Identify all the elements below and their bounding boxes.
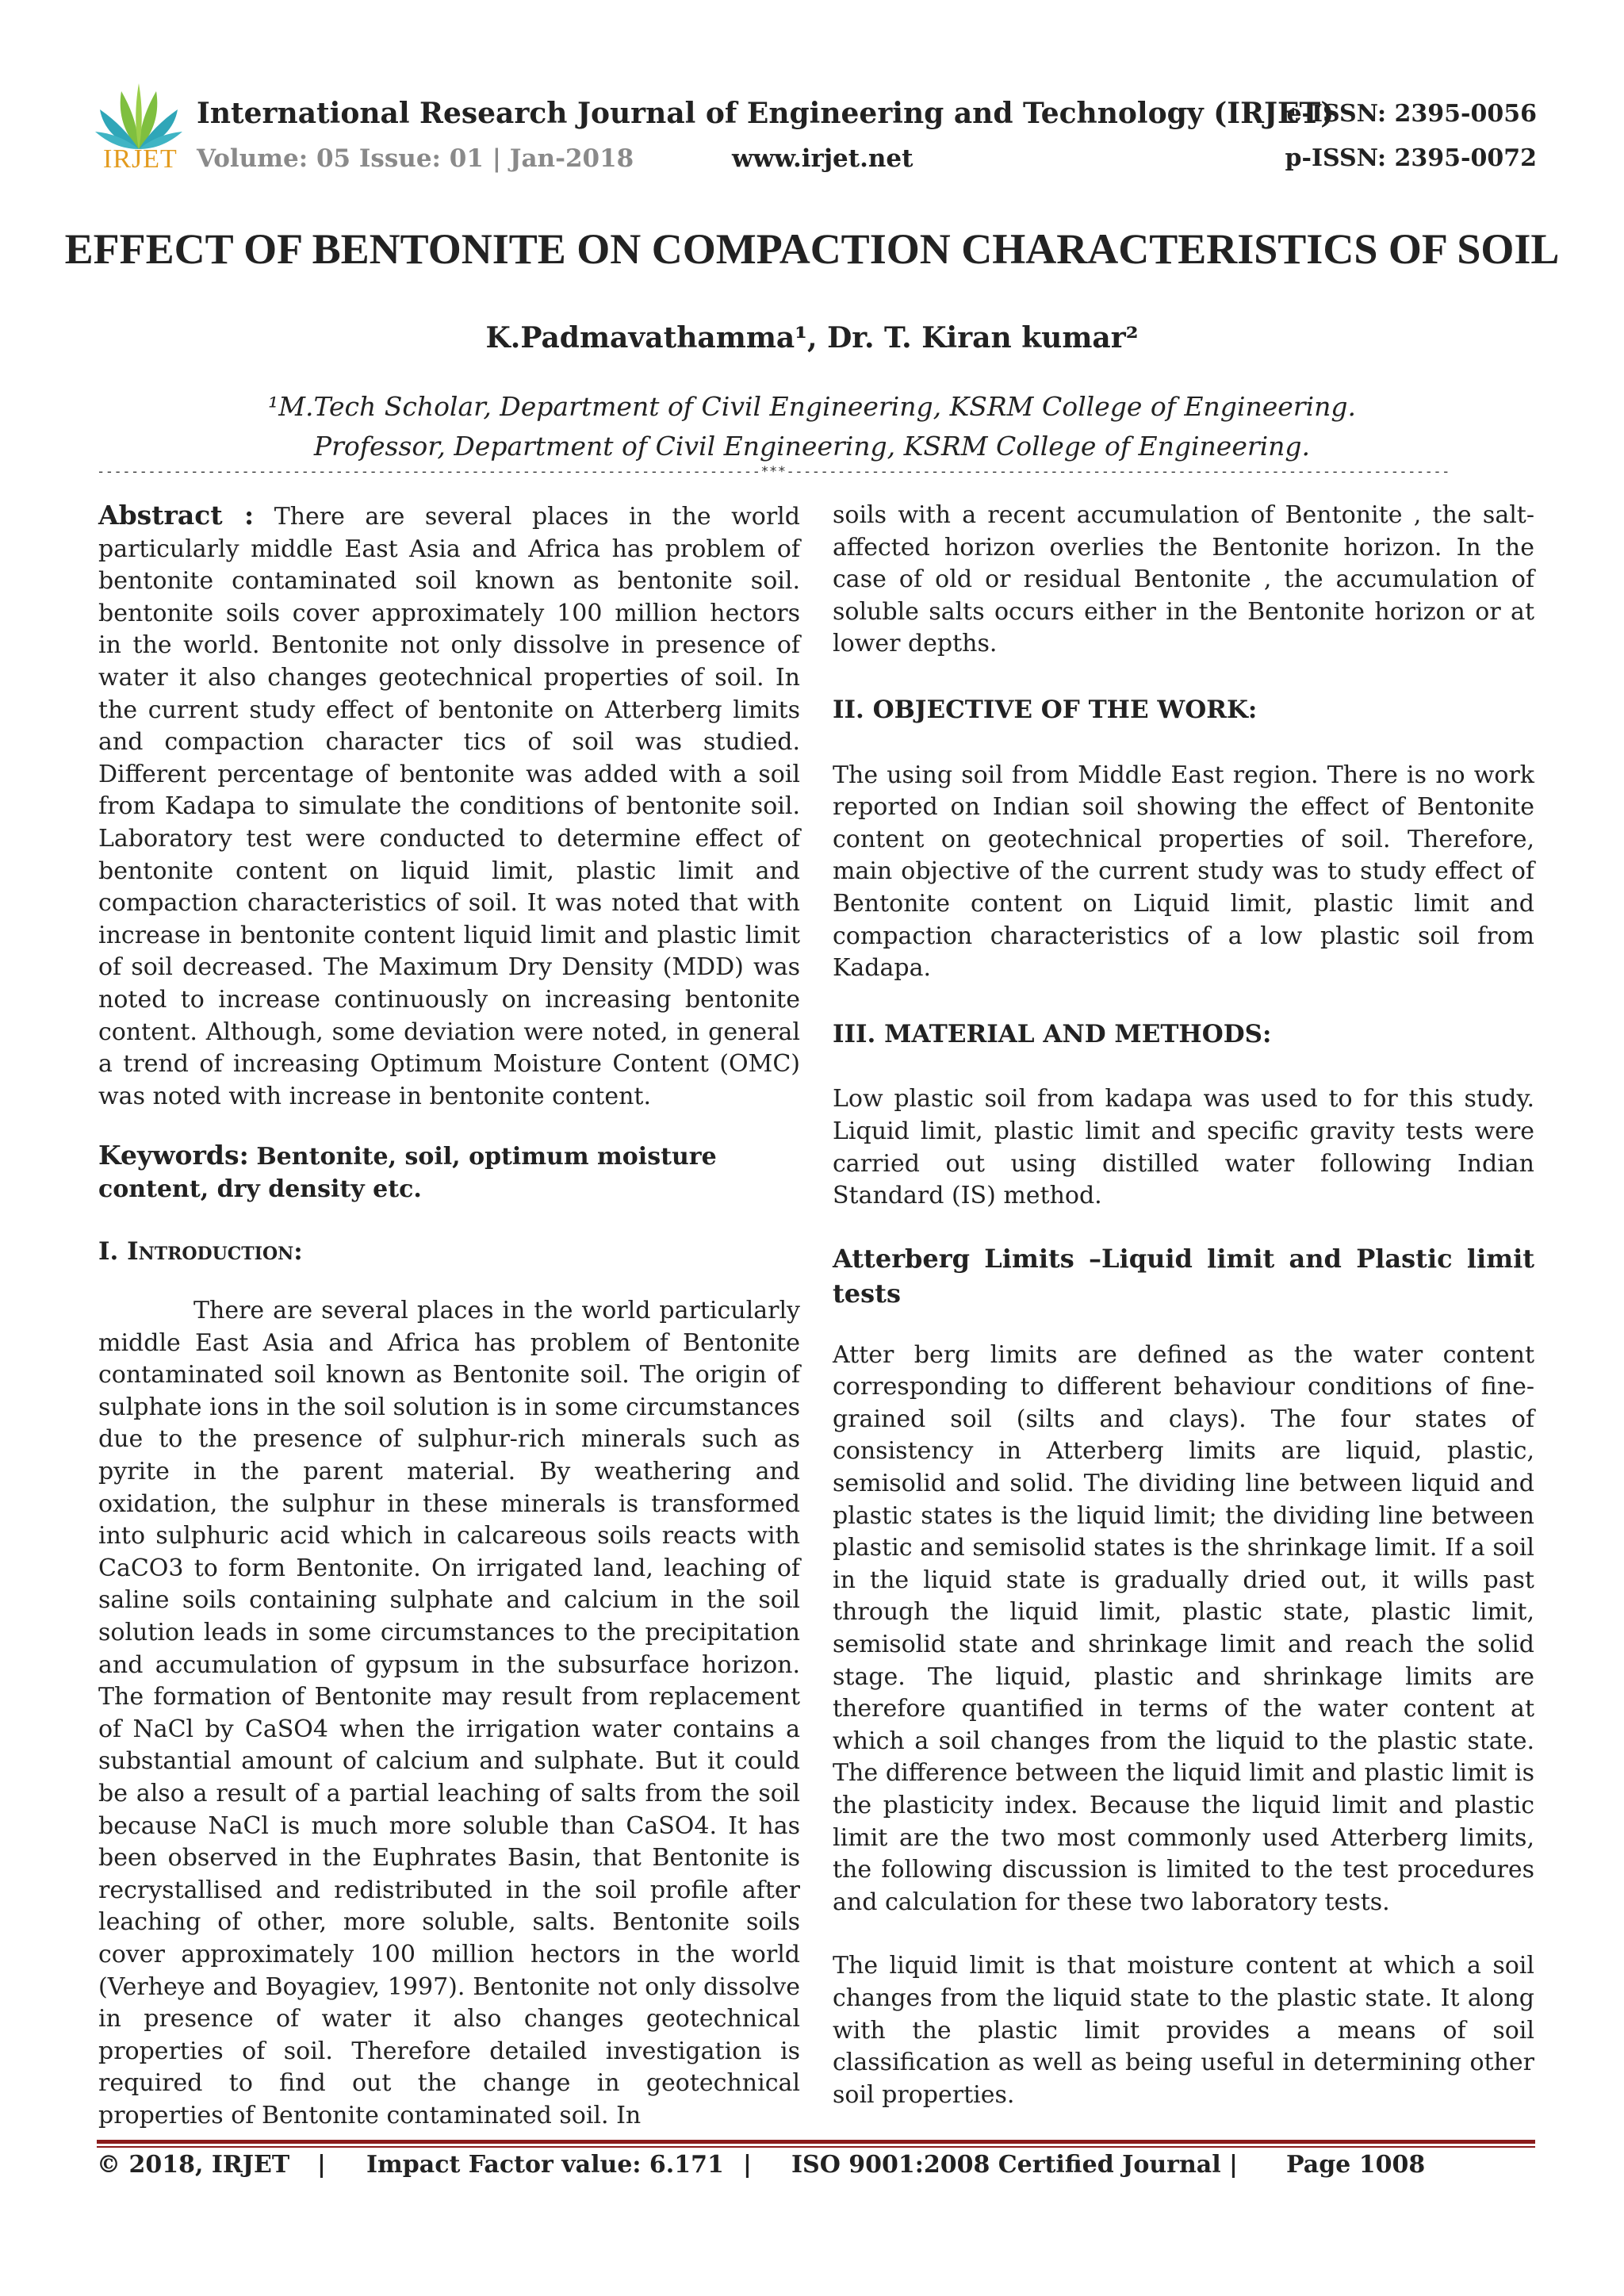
introduction-heading <box>98 1236 800 1268</box>
abstract-text: There are several places in the world particularly middle East Asia and Africa has problem of bentonite contaminated soil known as bentonite soil. bentonite soils cover approximately 100 million hectors in the world. Bentonite not only dissolve in presence of water it also changes geotechnical properties of soil. In the current study effect of bentonite on Atterberg limits and compaction character tics of soil was studied. Different percentage of bentonite was added with a soil from Kadapa to simulate the conditions of bentonite soil. Laboratory test were conducted to determine effect of bentonite content on liquid limit, plastic limit and compaction characteristics of soil. It was noted that with increase in bentonite content liquid limit and plastic limit of soil decreased. The Maximum Dry Density (MDD) was noted to increase continuously on increasing bentonite content. Although, some deviation were noted, in general a trend of increasing Optimum Moisture Content (OMC) was noted with increase in bentonite content. <box>98 503 800 1110</box>
e-issn: e-ISSN: 2395-0056 <box>1286 100 1537 128</box>
footer-impact-factor: Impact Factor value: 6.171 <box>366 2151 724 2179</box>
keywords-label: Keywords: <box>98 1140 249 1171</box>
atterberg-text: Atter berg limits are defined as the water content corresponding to different behaviour conditions of fine-grained soil (silts and clays). The four states of consistency in Atterberg limits are liquid, plastic, semisolid and solid. The dividing line between liquid and plastic states is the liquid limit; the dividing line between plastic and semisolid states is the shrinkage limit. If a soil in the liquid state is gradually dried out, it wills past through the liquid limit, plastic state, plastic limit, semisolid state and shrinkage limit and reach the solid stage. The liquid, plastic and shrinkage limits are therefore quantified in terms of the water content at which a soil changes from the liquid to the plastic state. The difference between the liquid limit and plastic limit is the plasticity index. Because the liquid limit and plastic limit are the two most commonly used Atterberg limits, the following discussion is limited to the test procedures and calculation for these two laboratory tests. <box>833 1340 1534 1916</box>
p-issn: p-ISSN: 2395-0072 <box>1285 144 1537 172</box>
irjet-logo <box>94 79 185 182</box>
separator-line: ------------------------------------------------------------------------------***------------------------------------------------------------------------------ <box>97 464 1450 480</box>
abstract <box>98 500 800 1113</box>
introduction-heading-num: I. <box>98 1237 119 1267</box>
footer-copyright: © 2018, IRJET <box>97 2151 290 2179</box>
volume-issue: Volume: 05 Issue: 01 | Jan-2018 <box>197 144 634 173</box>
methods-heading: III. MATERIAL AND METHODS: <box>833 1019 1272 1048</box>
introduction-text: There are several places in the world particularly middle East Asia and Africa has problem of Bentonite contaminated soil known as Bentonite soil. The origin of sulphate ions in the soil solution is in some circumstances due to the presence of sulphur-rich minerals such as pyrite in the parent material. By weathering and oxidation, the sulphur in these minerals is transformed into sulphuric acid which in calcareous soils reacts with CaCO3 to form Bentonite. On irrigated land, leaching of saline soils containing sulphate and calcium in the soil solution leads in some circumstances to the precipitation and accumulation of gypsum in the subsurface horizon. The formation of Bentonite may result from replacement of NaCl by CaSO4 when the irrigation water contains a substantial amount of calcium and sulphate. But it could be also a result of a partial leaching of salts from the soil because NaCl is much more soluble than CaSO4. It has been observed in the Euphrates Basin, that Bentonite is recrystallised and redistributed in the soil profile after leaching of other, more soluble, salts. Bentonite soils cover approximately 100 million hectors in the world (Verheye and Boyagiev, 1997). Bentonite not only dissolve in presence of water it also changes geotechnical properties of soil. Therefore detailed investigation is required to find out the change in geotechnical properties of Bentonite contaminated soil. In <box>98 1297 800 2129</box>
journal-header <box>94 79 1537 182</box>
footer-separator-3: | <box>1229 2151 1238 2179</box>
objective-heading: II. OBJECTIVE OF THE WORK: <box>833 695 1258 724</box>
logo-text: IRJET <box>103 144 178 174</box>
affiliation-2: Professor, Department of Civil Engineering, KSRM College of Engineering. <box>313 431 1311 462</box>
introduction-continued: soils with a recent accumulation of Bentonite , the salt-affected horizon overlies the Bentonite horizon. In the case of old or residual Bentonite , the accumulation of soluble salts occurs either in the Bentonite horizon or at lower depths. <box>833 501 1534 658</box>
introduction-heading-text: Introduction: <box>127 1237 303 1267</box>
footer-rule-thin <box>97 2146 1535 2148</box>
journal-title: International Research Journal of Engineering and Technology (IRJET) <box>197 97 1335 130</box>
keywords <box>98 1140 800 1205</box>
footer-rule-thick <box>97 2140 1535 2144</box>
methods-text: Low plastic soil from kadapa was used to for this study. Liquid limit, plastic limit and specific gravity tests were carried out using distilled water following Indian Standard (IS) method. <box>833 1085 1534 1210</box>
right-column <box>833 500 1534 2111</box>
affiliation-1: ¹M.Tech Scholar, Department of Civil Engineering, KSRM College of Engineering. <box>268 391 1356 422</box>
website-link[interactable]: www.irjet.net <box>732 144 914 173</box>
objective-text: The using soil from Middle East region. There is no work reported on Indian soil showing the effect of Bentonite content on geotechnical properties of soil. Therefore, main objective of the current study was to study effect of Bentonite content on Liquid limit, plastic limit and compaction characteristics of a low plastic soil from Kadapa. <box>833 761 1534 983</box>
paper-title: EFFECT OF BENTONITE ON COMPACTION CHARACTERISTICS OF SOIL <box>64 225 1560 273</box>
liquid-limit-text: The liquid limit is that moisture content at which a soil changes from the liquid state to the plastic state. It along with the plastic limit provides a means of soil classification as well as being useful in determining other soil properties. <box>833 1952 1534 2109</box>
footer-separator-1: | <box>317 2151 326 2179</box>
atterberg-heading: Atterberg Limits –Liquid limit and Plastic limit tests <box>833 1243 1534 1309</box>
footer-page-number: Page 1008 <box>1286 2151 1426 2179</box>
authors: K.Padmavathamma¹, Dr. T. Kiran kumar² <box>485 321 1139 355</box>
keywords-text: Bentonite, soil, optimum moisture content, dry density etc. <box>98 1143 717 1203</box>
abstract-label: Abstract : <box>98 500 255 531</box>
left-column <box>98 500 800 2133</box>
footer-separator-2: | <box>743 2151 752 2179</box>
footer-iso: ISO 9001:2008 Certified Journal <box>791 2151 1221 2179</box>
